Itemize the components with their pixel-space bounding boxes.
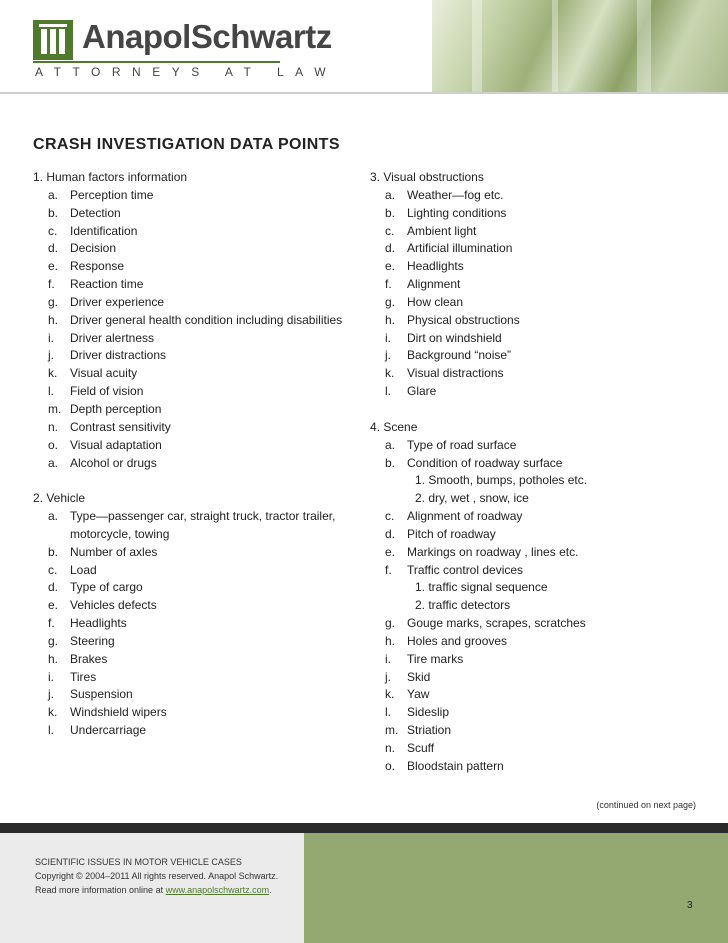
list-item-text: Striation bbox=[407, 723, 452, 738]
list-item bbox=[370, 365, 710, 383]
list-item-marker: h. bbox=[48, 312, 59, 327]
section-heading: 3. Visual obstructions bbox=[370, 170, 484, 184]
section-heading: 1. Human factors information bbox=[33, 170, 188, 184]
list-item-text: Load bbox=[70, 562, 97, 577]
list-item-text: Yaw bbox=[407, 687, 430, 702]
list-item-marker: b. bbox=[385, 205, 396, 220]
footer-line-3 bbox=[35, 883, 278, 897]
list-item bbox=[370, 437, 710, 455]
continued-note: (continued on next page) bbox=[596, 800, 696, 810]
list-item-text: How clean bbox=[407, 294, 464, 309]
list-item-marker: c. bbox=[48, 223, 58, 238]
list-item-marker: j. bbox=[385, 669, 391, 684]
list-item bbox=[33, 312, 358, 330]
list-item-text: Scuff bbox=[407, 741, 435, 755]
list-item bbox=[370, 187, 710, 205]
list-item-marker: o. bbox=[385, 758, 396, 773]
left-column bbox=[33, 169, 358, 740]
list-item-marker: l. bbox=[385, 705, 391, 720]
list-item-marker: k. bbox=[385, 687, 395, 702]
section-heading: 2. Vehicle bbox=[33, 491, 86, 506]
list-item bbox=[370, 347, 710, 365]
logo-mark-icon bbox=[33, 20, 73, 60]
list-item-text: Tires bbox=[70, 669, 97, 684]
list-item-marker: c. bbox=[385, 509, 395, 524]
footer-line-1: SCIENTIFIC ISSUES IN MOTOR VEHICLE CASES bbox=[35, 857, 242, 867]
footer-line-2: Copyright © 2004–2011 All rights reserved. Anapol Schwartz. bbox=[35, 871, 279, 881]
list-item-text: Driver distractions bbox=[70, 348, 167, 363]
list-item-text: Dirt on windshield bbox=[407, 330, 502, 345]
list-item-marker: f. bbox=[48, 616, 55, 631]
page-header bbox=[0, 0, 728, 92]
list-item-marker: l. bbox=[48, 723, 54, 738]
list-item bbox=[370, 276, 710, 294]
list-item-marker: e. bbox=[48, 259, 59, 274]
list-item bbox=[370, 615, 710, 633]
list-item bbox=[370, 294, 710, 312]
list-item bbox=[370, 526, 710, 544]
list-item-text: Contrast sensitivity bbox=[70, 419, 171, 434]
list-item-text: Suspension bbox=[70, 687, 133, 702]
list-item-text: Alcohol or drugs bbox=[70, 455, 157, 470]
right-column bbox=[370, 169, 710, 776]
list-item bbox=[33, 276, 358, 294]
list-item bbox=[33, 347, 358, 365]
list-item bbox=[33, 633, 358, 651]
list-item-text: Response bbox=[70, 259, 125, 274]
list-item-text: Condition of roadway surface bbox=[407, 455, 563, 470]
list-item-text: Visual distractions bbox=[407, 366, 504, 381]
list-item bbox=[33, 330, 358, 348]
list-item-marker: m. bbox=[385, 723, 399, 738]
list-item bbox=[370, 508, 710, 526]
list-item-text: Bloodstain pattern bbox=[407, 758, 504, 773]
list-item bbox=[370, 722, 710, 740]
sub-item: 2. traffic detectors bbox=[415, 598, 511, 613]
list-item-text: Holes and grooves bbox=[407, 633, 508, 648]
list-item-text: Field of vision bbox=[70, 384, 144, 399]
logo-divider bbox=[33, 61, 280, 63]
logo-name: AnapolSchwartz bbox=[82, 18, 332, 55]
list-item-text: Background “noise” bbox=[407, 348, 512, 363]
list-item-marker: j. bbox=[48, 348, 54, 363]
sub-item: 1. traffic signal sequence bbox=[415, 580, 548, 595]
list-item bbox=[33, 365, 358, 383]
list-item-marker: f. bbox=[385, 277, 392, 292]
list-item bbox=[33, 597, 358, 615]
list-item bbox=[33, 562, 358, 580]
list-item-text: Sideslip bbox=[407, 705, 450, 720]
page-title: CRASH INVESTIGATION DATA POINTS bbox=[33, 136, 340, 153]
list-item-marker: b. bbox=[48, 205, 59, 220]
list-item-marker: b. bbox=[385, 455, 396, 470]
list-item-marker: d. bbox=[48, 241, 59, 256]
list-item-marker: b. bbox=[48, 544, 59, 559]
list-item-marker: h. bbox=[48, 651, 59, 666]
list-item bbox=[370, 758, 710, 776]
list-item-text: Detection bbox=[70, 205, 121, 220]
list-item-marker: a. bbox=[385, 187, 396, 202]
list-item-text: Artificial illumination bbox=[407, 241, 513, 256]
list-item bbox=[33, 686, 358, 704]
list-item bbox=[33, 187, 358, 205]
list-item bbox=[370, 312, 710, 330]
list-item bbox=[33, 722, 358, 740]
list-item-marker: i. bbox=[385, 330, 391, 345]
list-item bbox=[370, 686, 710, 704]
list-item bbox=[33, 294, 358, 312]
list-item-marker: f. bbox=[385, 562, 392, 577]
footer-band bbox=[0, 823, 728, 833]
list-item-text: Gouge marks, scrapes, scratches bbox=[407, 616, 586, 631]
list-item bbox=[33, 401, 358, 419]
list-item bbox=[370, 330, 710, 348]
list-item-marker: d. bbox=[385, 526, 396, 541]
list-item-text: Steering bbox=[70, 633, 115, 648]
list-item-text: Lighting conditions bbox=[407, 205, 507, 220]
sub-item: 1. Smooth, bumps, potholes etc. bbox=[415, 473, 588, 488]
list-item-marker: g. bbox=[48, 294, 59, 309]
list-item-text: Driver experience bbox=[70, 294, 165, 309]
list-item-marker: l. bbox=[385, 384, 391, 399]
list-item-marker: i. bbox=[385, 651, 391, 666]
list-item-text: Driver alertness bbox=[70, 330, 155, 345]
sub-item: 2. dry, wet , snow, ice bbox=[415, 491, 529, 506]
list-item-text: Identification bbox=[70, 223, 138, 238]
list-item-text: Alignment bbox=[407, 277, 461, 292]
list-item bbox=[33, 615, 358, 633]
list-item-marker: e. bbox=[385, 544, 396, 559]
list-item-text: Traffic control devices bbox=[407, 562, 524, 577]
footer-line-3-prefix: Read more information online at bbox=[35, 885, 166, 895]
list-item-marker: k. bbox=[48, 705, 58, 720]
list-item bbox=[33, 704, 358, 722]
list-item-marker: c. bbox=[385, 223, 395, 238]
list-item bbox=[370, 544, 710, 562]
list-item-marker: g. bbox=[385, 294, 396, 309]
list-item-text: Type of cargo bbox=[70, 580, 143, 595]
header-photo bbox=[432, 0, 728, 92]
list-item bbox=[370, 205, 710, 223]
footer-text bbox=[35, 855, 278, 897]
list-item-text: Decision bbox=[70, 241, 117, 256]
list-item-marker: n. bbox=[385, 741, 396, 755]
list-item-marker: m. bbox=[48, 401, 62, 416]
footer-line-3-suffix: . bbox=[269, 885, 272, 895]
list-item-text: Driver general health condition including disabilities bbox=[70, 312, 343, 327]
list-item-text: Ambient light bbox=[407, 223, 477, 238]
list-item-text: Headlights bbox=[70, 616, 127, 631]
list-item bbox=[33, 579, 358, 597]
list-item-marker: j. bbox=[48, 687, 54, 702]
list-item-text: Pitch of roadway bbox=[407, 526, 496, 541]
list-item bbox=[370, 240, 710, 258]
list-item bbox=[33, 455, 358, 473]
list-item bbox=[33, 205, 358, 223]
list-item bbox=[370, 455, 710, 473]
list-item-marker: e. bbox=[48, 598, 59, 613]
list-item bbox=[33, 544, 358, 562]
list-item bbox=[33, 437, 358, 455]
list-item-marker: e. bbox=[385, 259, 396, 274]
list-item bbox=[370, 562, 710, 580]
list-item-marker: d. bbox=[385, 241, 396, 256]
list-item-marker: o. bbox=[48, 437, 59, 452]
list-item-text: Markings on roadway , lines etc. bbox=[407, 544, 579, 559]
list-item-text: Brakes bbox=[70, 651, 108, 666]
list-item bbox=[33, 383, 358, 401]
list-item-marker: a. bbox=[48, 509, 59, 524]
list-item bbox=[370, 740, 710, 758]
list-item bbox=[370, 651, 710, 669]
list-item bbox=[33, 258, 358, 276]
list-item-marker: n. bbox=[48, 419, 59, 434]
list-item-text: Type—passenger car, straight truck, tractor trailer, motorcycle, towing bbox=[70, 509, 336, 541]
list-item bbox=[33, 223, 358, 241]
list-item bbox=[370, 383, 710, 401]
list-item-marker: a. bbox=[48, 187, 59, 202]
list-item-text: Alignment of roadway bbox=[407, 509, 523, 524]
list-item-marker: i. bbox=[48, 669, 54, 684]
list-item-marker: c. bbox=[48, 562, 58, 577]
footer-right-panel bbox=[304, 833, 728, 943]
list-item bbox=[33, 240, 358, 258]
list-item-text: Reaction time bbox=[70, 277, 144, 292]
page-number: 3 bbox=[687, 900, 693, 911]
list-item-marker: j. bbox=[385, 348, 391, 363]
list-item bbox=[33, 508, 358, 544]
list-item-marker: h. bbox=[385, 633, 396, 648]
list-item-marker: l. bbox=[48, 384, 54, 399]
logo-tagline: ATTORNEYS AT LAW bbox=[35, 65, 338, 79]
header-divider bbox=[0, 92, 728, 94]
list-item-marker: h. bbox=[385, 312, 396, 327]
list-item-marker: a. bbox=[385, 437, 396, 452]
list-item-marker: f. bbox=[48, 277, 55, 292]
section-gap bbox=[370, 401, 710, 419]
list-item-marker: d. bbox=[48, 580, 59, 595]
list-item-text: Type of road surface bbox=[407, 437, 517, 452]
section-gap bbox=[33, 472, 358, 490]
section-heading: 4. Scene bbox=[370, 419, 418, 434]
list-item-marker: k. bbox=[48, 366, 58, 381]
list-item bbox=[33, 419, 358, 437]
list-item-marker: g. bbox=[385, 616, 396, 631]
list-item-text: Glare bbox=[407, 384, 437, 399]
list-item-text: Visual adaptation bbox=[70, 437, 162, 452]
list-item-marker: k. bbox=[385, 366, 395, 381]
list-item bbox=[370, 258, 710, 276]
list-item-text: Skid bbox=[407, 669, 431, 684]
list-item-text: Windshield wipers bbox=[70, 705, 167, 720]
website-link[interactable]: www.anapolschwartz.com bbox=[165, 885, 270, 895]
list-item-marker: i. bbox=[48, 330, 54, 345]
list-item bbox=[370, 223, 710, 241]
list-item-marker: a. bbox=[48, 455, 59, 470]
list-item-marker: g. bbox=[48, 633, 59, 648]
list-item-text: Tire marks bbox=[407, 651, 464, 666]
list-item-text: Physical obstructions bbox=[407, 312, 520, 327]
list-item bbox=[370, 704, 710, 722]
list-item-text: Perception time bbox=[70, 187, 154, 202]
list-item-text: Depth perception bbox=[70, 401, 162, 416]
list-item-text: Number of axles bbox=[70, 544, 158, 559]
list-item-text: Weather—fog etc. bbox=[407, 187, 504, 202]
list-item-text: Headlights bbox=[407, 259, 464, 274]
list-item bbox=[370, 669, 710, 687]
list-item-text: Vehicles defects bbox=[70, 598, 157, 613]
list-item bbox=[33, 669, 358, 687]
list-item bbox=[33, 651, 358, 669]
list-item-text: Undercarriage bbox=[70, 723, 147, 738]
list-item bbox=[370, 633, 710, 651]
list-item-text: Visual acuity bbox=[70, 366, 138, 381]
